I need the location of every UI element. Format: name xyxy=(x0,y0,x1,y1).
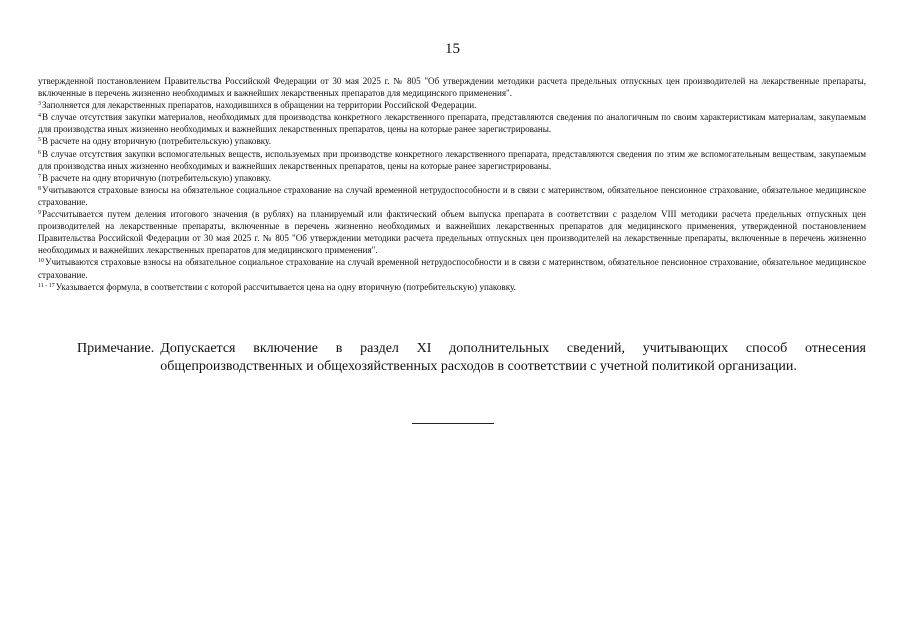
footnote-text: Учитываются страховые взносы на обязательное социальное страхование на случай временной нетрудоспособности и в связи с материнством, обязательное пенсионное страхование, обязательное медицинское страхование. xyxy=(38,257,866,280)
end-of-document-rule xyxy=(412,423,494,424)
footnote-mark: 10 xyxy=(38,258,44,265)
footnote-mark: 4 xyxy=(38,113,41,120)
footnote-text: Рассчитывается путем деления итогового значения (в рублях) на планируемый или фактический объем выпуска препарата в соответствии с разделом VIII методики расчета предельных отпускных цен производителей на лекарственные препараты, включенные в перечень жизненно необходимых и важнейших лекарственных препаратов для медицинского применения, утвержденной постановлением Правительства Российской Федерации от 30 мая 2025 г. № 805 "Об утверждении методики расчета предельных отпускных цен производителей на лекарственные препараты, включенные в перечень жизненно необходимых и важнейших лекарственных препаратов для медицинского применения". xyxy=(38,209,866,256)
footnote-4 xyxy=(38,111,866,135)
footnote-mark: 11 - 17 xyxy=(38,282,55,289)
footnote-continuation xyxy=(38,75,866,99)
footnotes-block xyxy=(38,75,866,293)
page-number: 15 xyxy=(445,41,460,57)
note-label: Примечание. xyxy=(77,341,155,356)
footnote-mark: 7 xyxy=(38,173,41,180)
footnote-text: утвержденной постановлением Правительства Российской Федерации от 30 мая 2025 г. № 805 "Об утверждении методики расчета предельных отпускных цен производителей на лекарственные препараты, включенные в перечень жизненно необходимых и важнейших лекарственных препаратов для медицинского применения". xyxy=(38,76,866,99)
footnote-8 xyxy=(38,184,866,208)
footnote-9 xyxy=(38,208,866,256)
note-text: Допускается включение в раздел XI дополнительных сведений, учитывающих способ отнесения общепроизводственных и общехозяйственных расходов в соответствии с учетной политикой организации. xyxy=(160,341,866,374)
footnote-text: Заполняется для лекарственных препаратов, находившихся в обращении на территории Российской Федерации. xyxy=(42,100,477,111)
footnote-text: В случае отсутствия закупки вспомогательных веществ, используемых при производстве конкретного лекарственного препарата, представляются сведения по этим же вспомогательным веществам, закупаемым для производства иных жизненно необходимых и важнейших лекарственных препаратов, цены на которые ранее зарегистрированы. xyxy=(38,148,866,171)
footnote-5 xyxy=(38,135,866,147)
footnote-mark: 5 xyxy=(38,137,41,144)
footnote-mark: 6 xyxy=(38,149,41,156)
footnote-text: В случае отсутствия закупки материалов, необходимых для производства конкретного лекарственного препарата, представляются сведения по аналогичным по своим характеристикам материалам, закупаемым для производства иных жизненно необходимых и важнейших лекарственных препаратов, цены на которые ранее зарегистрированы. xyxy=(38,112,866,135)
footnote-text: В расчете на одну вторичную (потребительскую) упаковку. xyxy=(42,172,271,183)
footnote-text: Учитываются страховые взносы на обязательное социальное страхование на случай временной нетрудоспособности и в связи с материнством, обязательное пенсионное страхование, обязательное медицинское страхование. xyxy=(38,184,866,207)
footnote-mark: 9 xyxy=(38,210,41,217)
note-block xyxy=(77,340,866,376)
footnote-text: Указывается формула, в соответствии с которой рассчитывается цена на одну вторичную (потребительскую) упаковку. xyxy=(55,281,516,292)
footnote-7 xyxy=(38,172,866,184)
footnote-6 xyxy=(38,148,866,172)
footnote-11-17 xyxy=(38,281,866,293)
footnote-mark: 8 xyxy=(38,185,41,192)
footnote-mark: 3 xyxy=(38,101,41,108)
footnote-3 xyxy=(38,99,866,111)
footnote-text: В расчете на одну вторичную (потребительскую) упаковку. xyxy=(42,136,271,147)
footnote-10 xyxy=(38,256,866,280)
